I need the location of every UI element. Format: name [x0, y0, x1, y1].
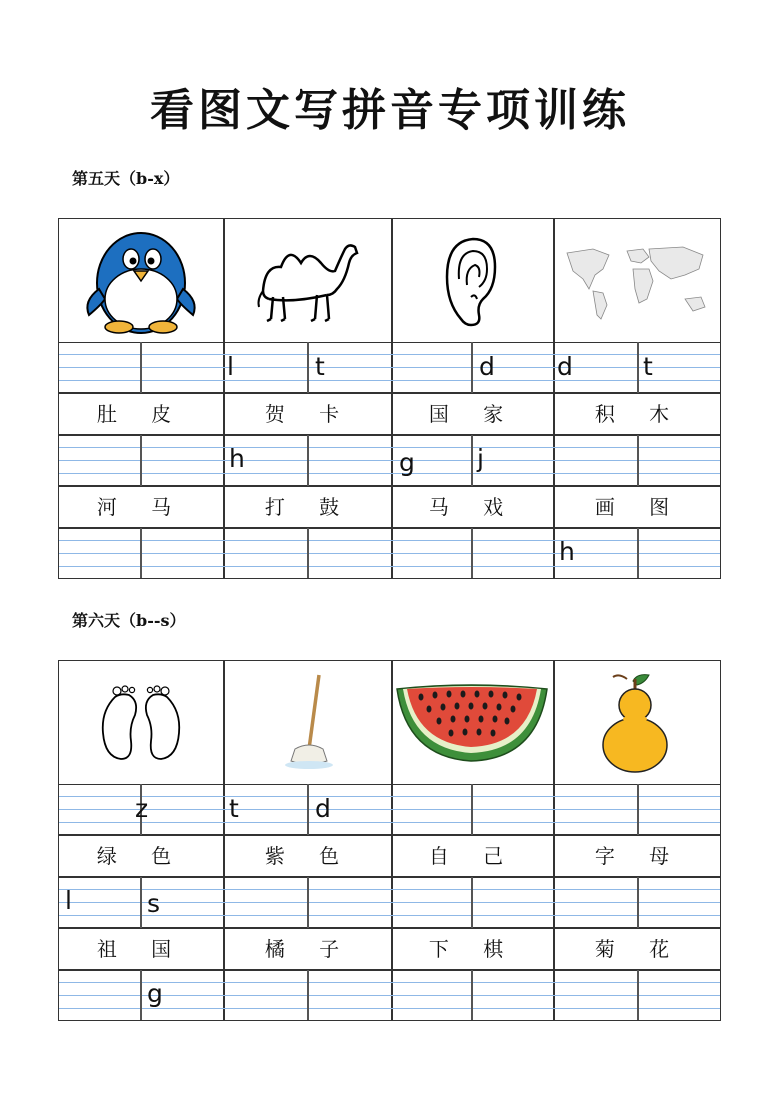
pinyin-letter: g — [147, 979, 163, 1008]
day6-words-row-1 — [59, 835, 720, 877]
word-cell: 祖 国 — [96, 937, 186, 961]
pinyin-letter: d — [479, 352, 495, 381]
word-cell: 字 母 — [594, 844, 684, 868]
word-cell: 打 鼓 — [264, 495, 354, 519]
word-cell: 绿 色 — [96, 844, 186, 868]
word-cell: 画 图 — [594, 495, 684, 519]
word-cell: 自 己 — [428, 844, 518, 868]
day6-heading: 第六天（b--s） — [72, 611, 186, 630]
word-cell: 肚 皮 — [96, 402, 186, 426]
word-cell: 下 棋 — [428, 937, 518, 961]
pinyin-letter: l — [227, 352, 234, 381]
gourd-picture — [553, 661, 720, 784]
pinyin-letter: l — [65, 886, 72, 915]
day5-words-row-2 — [59, 486, 720, 528]
pinyin-letter: t — [229, 794, 239, 823]
word-cell: 马 戏 — [428, 495, 518, 519]
mop-picture — [223, 661, 391, 784]
word-cell: 紫 色 — [264, 844, 354, 868]
word-cell: 积 木 — [594, 402, 684, 426]
pinyin-letter: h — [229, 444, 245, 473]
ear-picture — [391, 219, 553, 342]
watermelon-picture — [391, 661, 553, 784]
world-map-picture — [553, 219, 720, 342]
day5-heading: 第五天（b-x） — [72, 169, 180, 188]
pinyin-letter: g — [399, 448, 415, 477]
feet-picture — [59, 661, 223, 784]
day5-worksheet — [58, 218, 721, 579]
pinyin-letter: h — [559, 537, 575, 566]
day6-words-row-2 — [59, 928, 720, 970]
word-cell: 国 家 — [428, 402, 518, 426]
camel-picture — [223, 219, 391, 342]
pinyin-letter: d — [315, 794, 331, 823]
day5-picture-row — [59, 219, 720, 343]
word-cell: 河 马 — [96, 495, 186, 519]
pinyin-letter: s — [147, 889, 161, 918]
day6-worksheet — [58, 660, 721, 1021]
pinyin-letter: d — [557, 352, 573, 381]
word-cell: 贺 卡 — [264, 402, 354, 426]
page-title: 看图文写拼音专项训练 — [150, 85, 630, 136]
pinyin-letter: t — [643, 352, 653, 381]
pinyin-letter: j — [477, 444, 484, 473]
pinyin-letter: z — [135, 794, 149, 823]
day6-picture-row — [59, 661, 720, 785]
word-cell: 菊 花 — [594, 937, 684, 961]
penguin-picture — [59, 219, 223, 342]
pinyin-letter: t — [315, 352, 325, 381]
word-cell: 橘 子 — [264, 937, 354, 961]
day5-words-row-1 — [59, 393, 720, 435]
